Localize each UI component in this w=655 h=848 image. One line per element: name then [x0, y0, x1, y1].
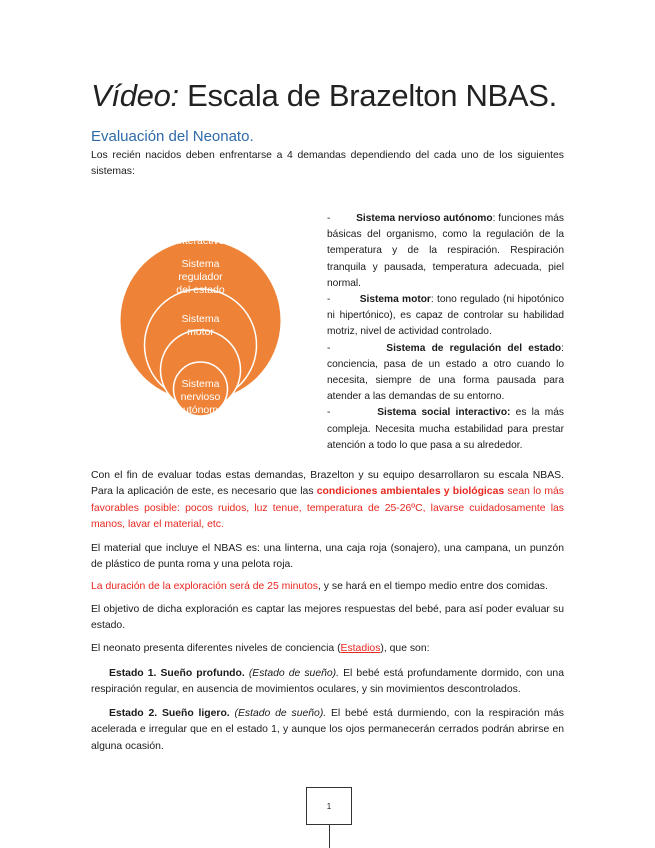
- title-rest: Escala de Brazelton NBAS.: [178, 78, 557, 113]
- duration-highlight: La duración de la exploración será de 25 minutos: [91, 581, 319, 592]
- list-item: - Sistema de regulación del estado: conciencia, pasa de un estado a otro cuando lo necesita, siempre de una forma pausada para atender a las demandas de su entorno.: [327, 342, 564, 403]
- estadios-link[interactable]: Estadios: [340, 643, 381, 654]
- intro-paragraph: Los recién nacidos deben enfrentarse a 4 demandas dependiendo del cada uno de los siguientes sistemas:: [91, 150, 564, 178]
- conditions-highlight: condiciones ambientales y biológicas: [316, 486, 505, 498]
- levels-paragraph: El neonato presenta diferentes niveles de conciencia (Estadios), que son:: [91, 643, 430, 654]
- list-item: - Sistema nervioso autónomo: funciones más básicas del organismo, como la regulación de la temperatura y de la respiración. Respiración tranquila y pausada, temperatura adecuada, piel normal.: [327, 213, 564, 289]
- list-item: - Sistema social interactivo: es la más compleja. Necesita mucha estabilidad para prestar atención a todo lo que pasa a su alrededor.: [327, 407, 564, 451]
- label-nervioso: Sistema nervioso autónomo: [177, 378, 224, 416]
- title-italic: Vídeo:: [91, 78, 179, 113]
- page-title: [91, 78, 557, 114]
- duration-paragraph: La duración de la exploración será de 25 minutos, y se hará en el tiempo medio entre dos comidas.: [91, 581, 548, 592]
- conditions-detail: sean lo más favorables posible: pocos ruidos, luz tenue, temperatura de 25-26ºC, lavarse cuidadosamente las manos, lavar el material, etc.: [91, 486, 564, 531]
- objective-paragraph: El objetivo de dicha exploración es captar las mejores respuestas del bebé, para así poder evaluar su estado.: [91, 604, 564, 632]
- nested-circles-diagram: [118, 183, 283, 458]
- list-item: - Sistema motor: tono regulado (ni hipotónico ni hipertónico), es capaz de controlar su habilidad motriz, nivel de actividad controlado.: [327, 294, 565, 338]
- label-social: Sistema social interactivo: [176, 209, 225, 247]
- section-subtitle: Evaluación del Neonato.: [91, 128, 254, 145]
- page-number: 1: [306, 787, 352, 825]
- estado-1: Estado 1. Sueño profundo. (Estado de sueño). El bebé está profundamente dormido, con una respiración regular, en ausencia de movimientos oculares, y sin movimientos descontrolados.: [91, 668, 564, 696]
- systems-list: [327, 211, 564, 454]
- label-motor: Sistema motor: [181, 313, 220, 338]
- estado-2: Estado 2. Sueño ligero. (Estado de sueño). El bebé está durmiendo, con la respiración más acelerada e irregular que en el estado 1, y aunque los ojos permanecerán cerrados podrán abrirse en alguna ocasión.: [91, 708, 564, 752]
- material-paragraph: El material que incluye el NBAS es: una linterna, una caja roja (sonajero), una campana, un punzón de plástico de punta roma y una pelota roja.: [91, 543, 564, 571]
- page-number-line: [329, 825, 330, 848]
- conditions-paragraph: Con el fin de evaluar todas estas demandas, Brazelton y su equipo desarrollaron su escala NBAS. Para la aplicación de este, es necesario que las condiciones ambientales y biológicas sean lo más favorables posible: pocos ruidos, luz tenue, temperatura de 25-26ºC, lavarse cuidadosamente las manos, lavar el material, etc.: [91, 470, 564, 531]
- label-regulador: Sistema regulador del estado: [176, 258, 225, 296]
